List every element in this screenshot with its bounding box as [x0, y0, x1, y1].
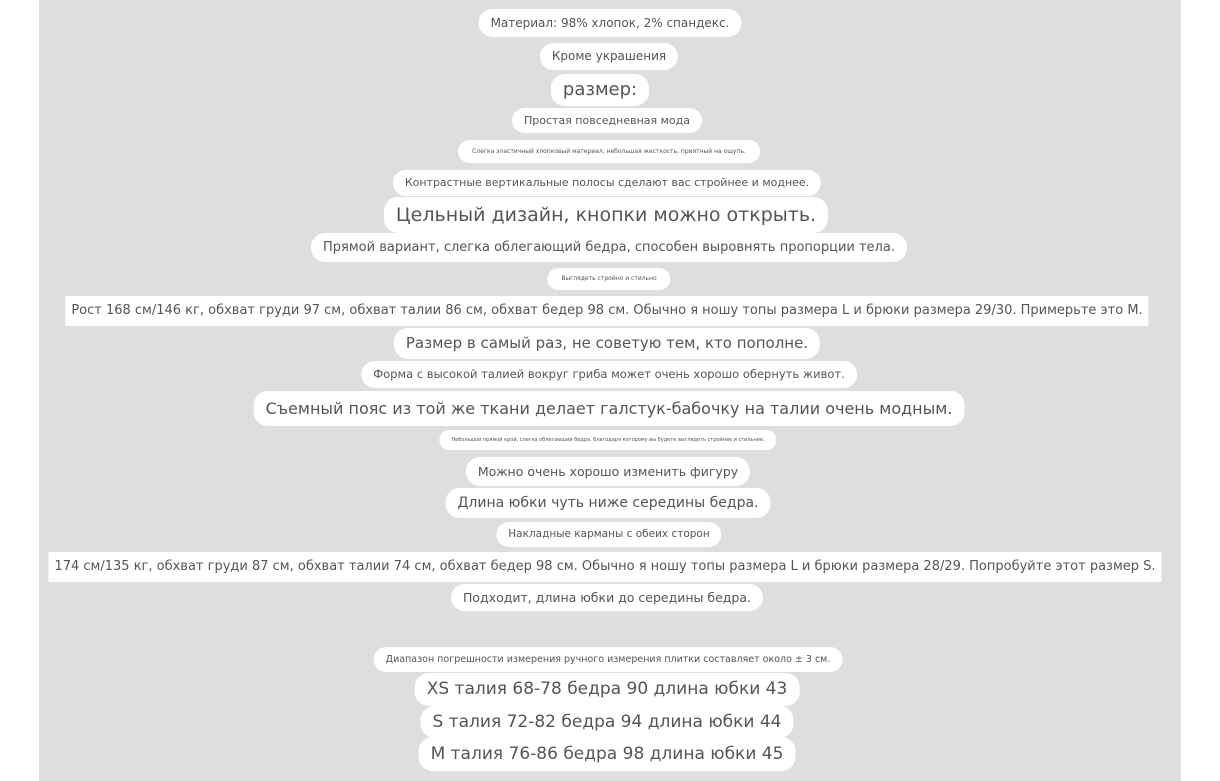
poster-canvas	[39, 0, 1181, 781]
high-waist-line: Форма с высокой талией вокруг гриба может очень хорошо обернуть живот.	[361, 361, 857, 388]
skirt-length-line: Длина юбки чуть ниже середины бедра.	[445, 488, 770, 518]
model-1-measurements-line: Рост 168 см/146 кг, обхват груди 97 см, обхват талии 86 см, обхват бедер 98 см. Обычно я ношу топы размера L и брюки размера 29/30. Примерьте это M.	[65, 296, 1148, 326]
patch-pockets-line: Накладные карманы с обеих сторон	[496, 522, 721, 547]
material-line: Материал: 98% хлопок, 2% спандекс.	[479, 9, 742, 37]
detachable-belt-line: Съемный пояс из той же ткани делает галстук-бабочку на талии очень модным.	[254, 391, 965, 426]
model-2-measurements-line: 174 см/135 кг, обхват груди 87 см, обхват талии 74 см, обхват бедер 98 см. Обычно я ношу топы размера L и брюки размера 28/29. Попробуйте этот размер S.	[48, 552, 1161, 582]
straight-cut-line: Прямой вариант, слегка облегающий бедра, способен выровнять пропорции тела.	[311, 233, 907, 262]
measurement-error-note: Диапазон погрешности измерения ручного измерения плитки составляет около ± 3 см.	[374, 647, 843, 672]
change-figure-line: Можно очень хорошо изменить фигуру	[466, 457, 750, 486]
size-fit-line: Размер в самый раз, не советую тем, кто пополне.	[394, 328, 820, 359]
simple-casual-fashion-line: Простая повседневная мода	[512, 108, 702, 133]
size-row-xs: XS талия 68-78 бедра 90 длина юбки 43	[415, 673, 800, 706]
fabric-feel-line: Слегка эластичный хлопковый материал, небольшая жесткость, приятный на ощупь.	[458, 140, 760, 163]
size-row-m: M талия 76-86 бедра 98 длина юбки 45	[419, 737, 796, 771]
size-heading: размер:	[551, 74, 649, 106]
except-decoration-line: Кроме украшения	[540, 43, 678, 70]
small-straight-cut-line: Небольшой прямой крой, слегка облегающий бедра, благодаря которому вы будете выглядеть стройнее и стильнее.	[439, 430, 776, 450]
slim-stylish-line: Выглядеть стройно и стильно	[547, 268, 670, 290]
size-row-s: S талия 72-82 бедра 94 длина юбки 44	[421, 706, 794, 738]
one-piece-design-line: Цельный дизайн, кнопки можно открыть.	[384, 197, 828, 233]
fits-mid-thigh-line: Подходит, длина юбки до середины бедра.	[451, 584, 763, 611]
contrast-stripes-line: Контрастные вертикальные полосы сделают вас стройнее и моднее.	[393, 170, 821, 196]
